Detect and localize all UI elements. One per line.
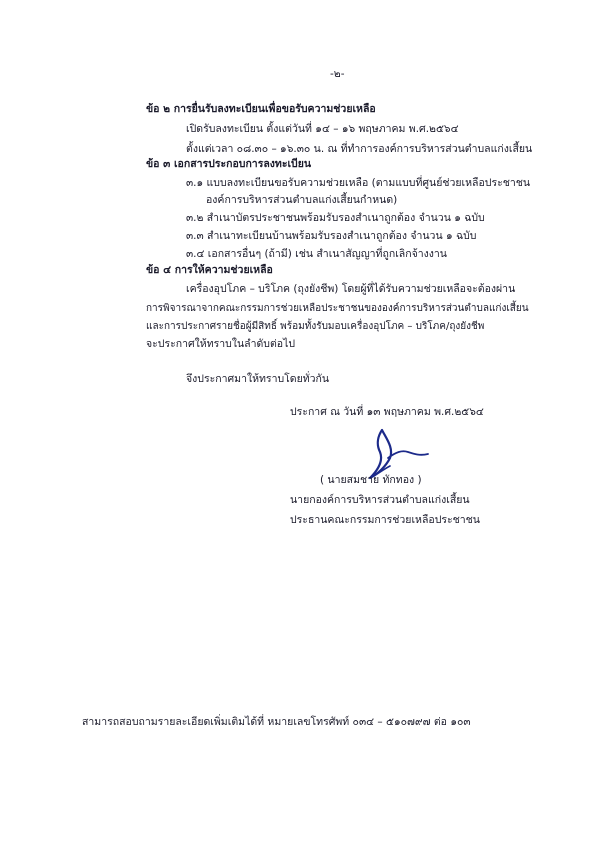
section-4-line-3: และการประกาศรายชื่อผู้มีสิทธิ์ พร้อมทั้งรับมอบเครื่องอุปโภค – บริโภค/ถุงยังชีพ [146,321,485,332]
footer-contact: สามารถสอบถามรายละเอียดเพิ่มเติมได้ที่ หมายเลขโทรศัพท์ ๐๓๔ – ๕๑๐๗๙๗ ต่อ ๑๐๓ [82,716,471,728]
section-2-line-2: ตั้งแต่เวลา ๐๘.๓๐ – ๑๖.๓๐ น. ณ ที่ทำการองค์การบริหารส่วนตำบลแก่งเสี้ยน [186,143,533,155]
section-4-line-1: เครื่องอุปโภค – บริโภค (ถุงยังชีพ) โดยผู้ที่ได้รับความช่วยเหลือจะต้องผ่าน [186,283,516,295]
signature-image [368,422,448,482]
section-4-line-4: จะประกาศให้ทราบในลำดับต่อไป [146,338,296,350]
section-4-heading: ข้อ ๔ การให้ความช่วยเหลือ [146,264,273,276]
announcement: จึงประกาศมาให้ทราบโดยทั่วกัน [186,373,330,385]
signatory-name: ( นายสมชาย ทักทอง ) [320,474,422,486]
signatory-title-2: ประธานคณะกรรมการช่วยเหลือประชาชน [290,514,480,526]
signatory-title-1: นายกองค์การบริหารส่วนตำบลแก่งเสี้ยน [290,494,470,506]
page-number: -๒- [330,68,345,80]
section-3-heading: ข้อ ๓ เอกสารประกอบการลงทะเบียน [146,158,312,170]
section-4-line-2: การพิจารณาจากคณะกรรมการช่วยเหลือประชาชนขององค์การบริหารส่วนตำบลแก่งเสี้ยน [146,303,529,314]
section-2-heading: ข้อ ๒ การยื่นรับลงทะเบียนเพื่อขอรับความช่วยเหลือ [146,103,376,115]
date-line: ประกาศ ณ วันที่ ๑๓ พฤษภาคม พ.ศ.๒๕๖๔ [290,406,484,418]
section-3-item-3: ๓.๓ สำเนาทะเบียนบ้านพร้อมรับรองสำเนาถูกต้อง จำนวน ๑ ฉบับ [186,230,477,242]
section-2-line-1: เปิดรับลงทะเบียน ตั้งแต่วันที่ ๑๔ – ๑๖ พฤษภาคม พ.ศ.๒๕๖๔ [186,123,459,135]
section-3-item-4: ๓.๔ เอกสารอื่นๆ (ถ้ามี) เช่น สำเนาสัญญาที่ถูกเลิกจ้างงาน [186,248,447,260]
section-3-item-1: ๓.๑ แบบลงทะเบียนขอรับความช่วยเหลือ (ตามแบบที่ศูนย์ช่วยเหลือประชาชน [186,177,531,189]
section-3-item-2: ๓.๒ สำเนาบัตรประชาชนพร้อมรับรองสำเนาถูกต้อง จำนวน ๑ ฉบับ [186,212,485,224]
section-3-item-1-cont: องค์การบริหารส่วนตำบลแก่งเสี้ยนกำหนด) [206,194,398,206]
